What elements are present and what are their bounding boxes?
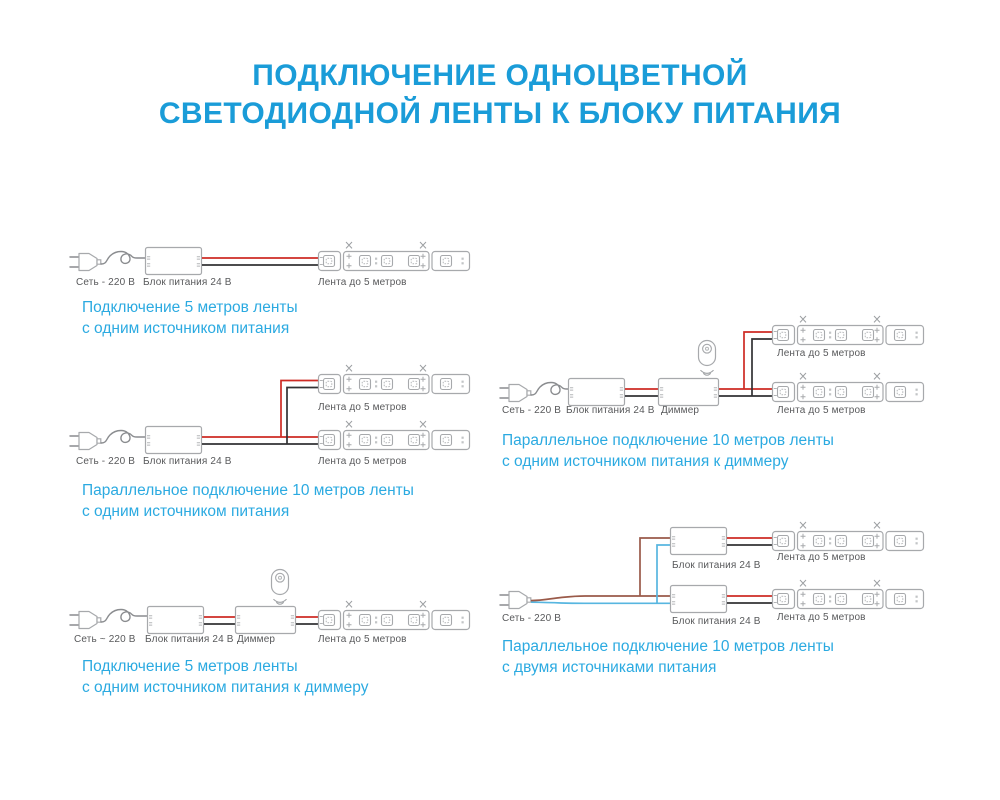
label-led-strip: Лента до 5 метров	[777, 552, 866, 563]
power-supply-box	[671, 528, 727, 555]
diagram2-caption	[82, 480, 414, 522]
caption-line: с одним источником питания	[82, 503, 290, 520]
led-strip	[319, 242, 470, 271]
label-led-strip: Лента до 5 метров	[777, 348, 866, 359]
power-plug-icon	[500, 592, 531, 609]
remote-control-icon	[272, 570, 289, 605]
wire-blue	[531, 545, 670, 603]
power-plug-icon	[70, 254, 101, 271]
label-mains: Сеть - 220 В	[502, 613, 562, 624]
dimmer-box	[659, 379, 719, 406]
label-mains: Сеть - 220 В	[76, 277, 136, 288]
page-title-line1: ПОДКЛЮЧЕНИЕ ОДНОЦВЕТНОЙ	[252, 59, 748, 92]
label-psu: Блок питания 24 В	[143, 277, 232, 288]
power-plug-icon	[500, 385, 531, 402]
label-psu: Блок питания 24 В	[566, 405, 655, 416]
diagram4-caption	[502, 430, 834, 472]
power-plug-icon	[70, 433, 101, 450]
power-supply-box	[148, 607, 204, 634]
caption-line: с одним источником питания к диммеру	[82, 679, 369, 696]
led-strip	[773, 580, 924, 609]
mains-cord	[531, 383, 568, 396]
caption-line: с двумя источниками питания	[502, 659, 717, 676]
power-supply-box	[146, 248, 202, 275]
wire-black	[719, 339, 772, 396]
led-strip	[773, 316, 924, 345]
diagram1-caption	[82, 297, 298, 339]
diagram5-caption	[502, 636, 834, 678]
label-dimmer: Диммер	[237, 634, 276, 645]
led-strip	[773, 522, 924, 551]
label-mains: Сеть - 220 В	[502, 405, 562, 416]
caption-line: с одним источником питания	[82, 320, 290, 337]
wire-brown	[531, 538, 670, 601]
label-led-strip: Лента до 5 метров	[318, 634, 407, 645]
power-supply-box	[569, 379, 625, 406]
wire-red	[719, 332, 772, 389]
power-supply-box	[671, 586, 727, 613]
power-plug-icon	[70, 612, 101, 629]
label-led-strip: Лента до 5 метров	[318, 402, 407, 413]
power-supply-box	[146, 427, 202, 454]
label-psu: Блок питания 24 В	[145, 634, 234, 645]
caption-line: Подключение 5 метров ленты	[82, 658, 298, 675]
label-psu: Блок питания 24 В	[143, 456, 232, 467]
led-strip	[773, 373, 924, 402]
label-psu: Блок питания 24 В	[672, 560, 761, 571]
label-mains: Сеть - 220 В	[76, 456, 136, 467]
caption-line: Параллельное подключение 10 метров ленты	[502, 432, 834, 449]
remote-control-icon	[699, 341, 716, 376]
led-strip	[319, 365, 470, 394]
led-strip	[319, 601, 470, 630]
label-led-strip: Лента до 5 метров	[318, 456, 407, 467]
label-led-strip: Лента до 5 метров	[318, 277, 407, 288]
diagram3-caption	[82, 656, 368, 698]
led-strip	[319, 421, 470, 450]
wire-red	[202, 381, 318, 438]
mains-cord	[101, 610, 147, 623]
label-psu: Блок питания 24 В	[672, 616, 761, 627]
wire-black	[202, 388, 318, 445]
mains-cord	[101, 252, 145, 265]
caption-line: Подключение 5 метров ленты	[82, 299, 298, 316]
dimmer-box	[236, 607, 296, 634]
label-dimmer: Диммер	[661, 405, 700, 416]
label-led-strip: Лента до 5 метров	[777, 612, 866, 623]
mains-cord	[101, 431, 145, 444]
label-led-strip: Лента до 5 метров	[777, 405, 866, 416]
caption-line: с одним источником питания к диммеру	[502, 453, 789, 470]
page-title-line2: СВЕТОДИОДНОЙ ЛЕНТЫ К БЛОКУ ПИТАНИЯ	[158, 97, 842, 130]
caption-line: Параллельное подключение 10 метров ленты	[502, 638, 834, 655]
caption-line: Параллельное подключение 10 метров ленты	[82, 482, 414, 499]
label-mains: Сеть ~ 220 В	[74, 634, 136, 645]
